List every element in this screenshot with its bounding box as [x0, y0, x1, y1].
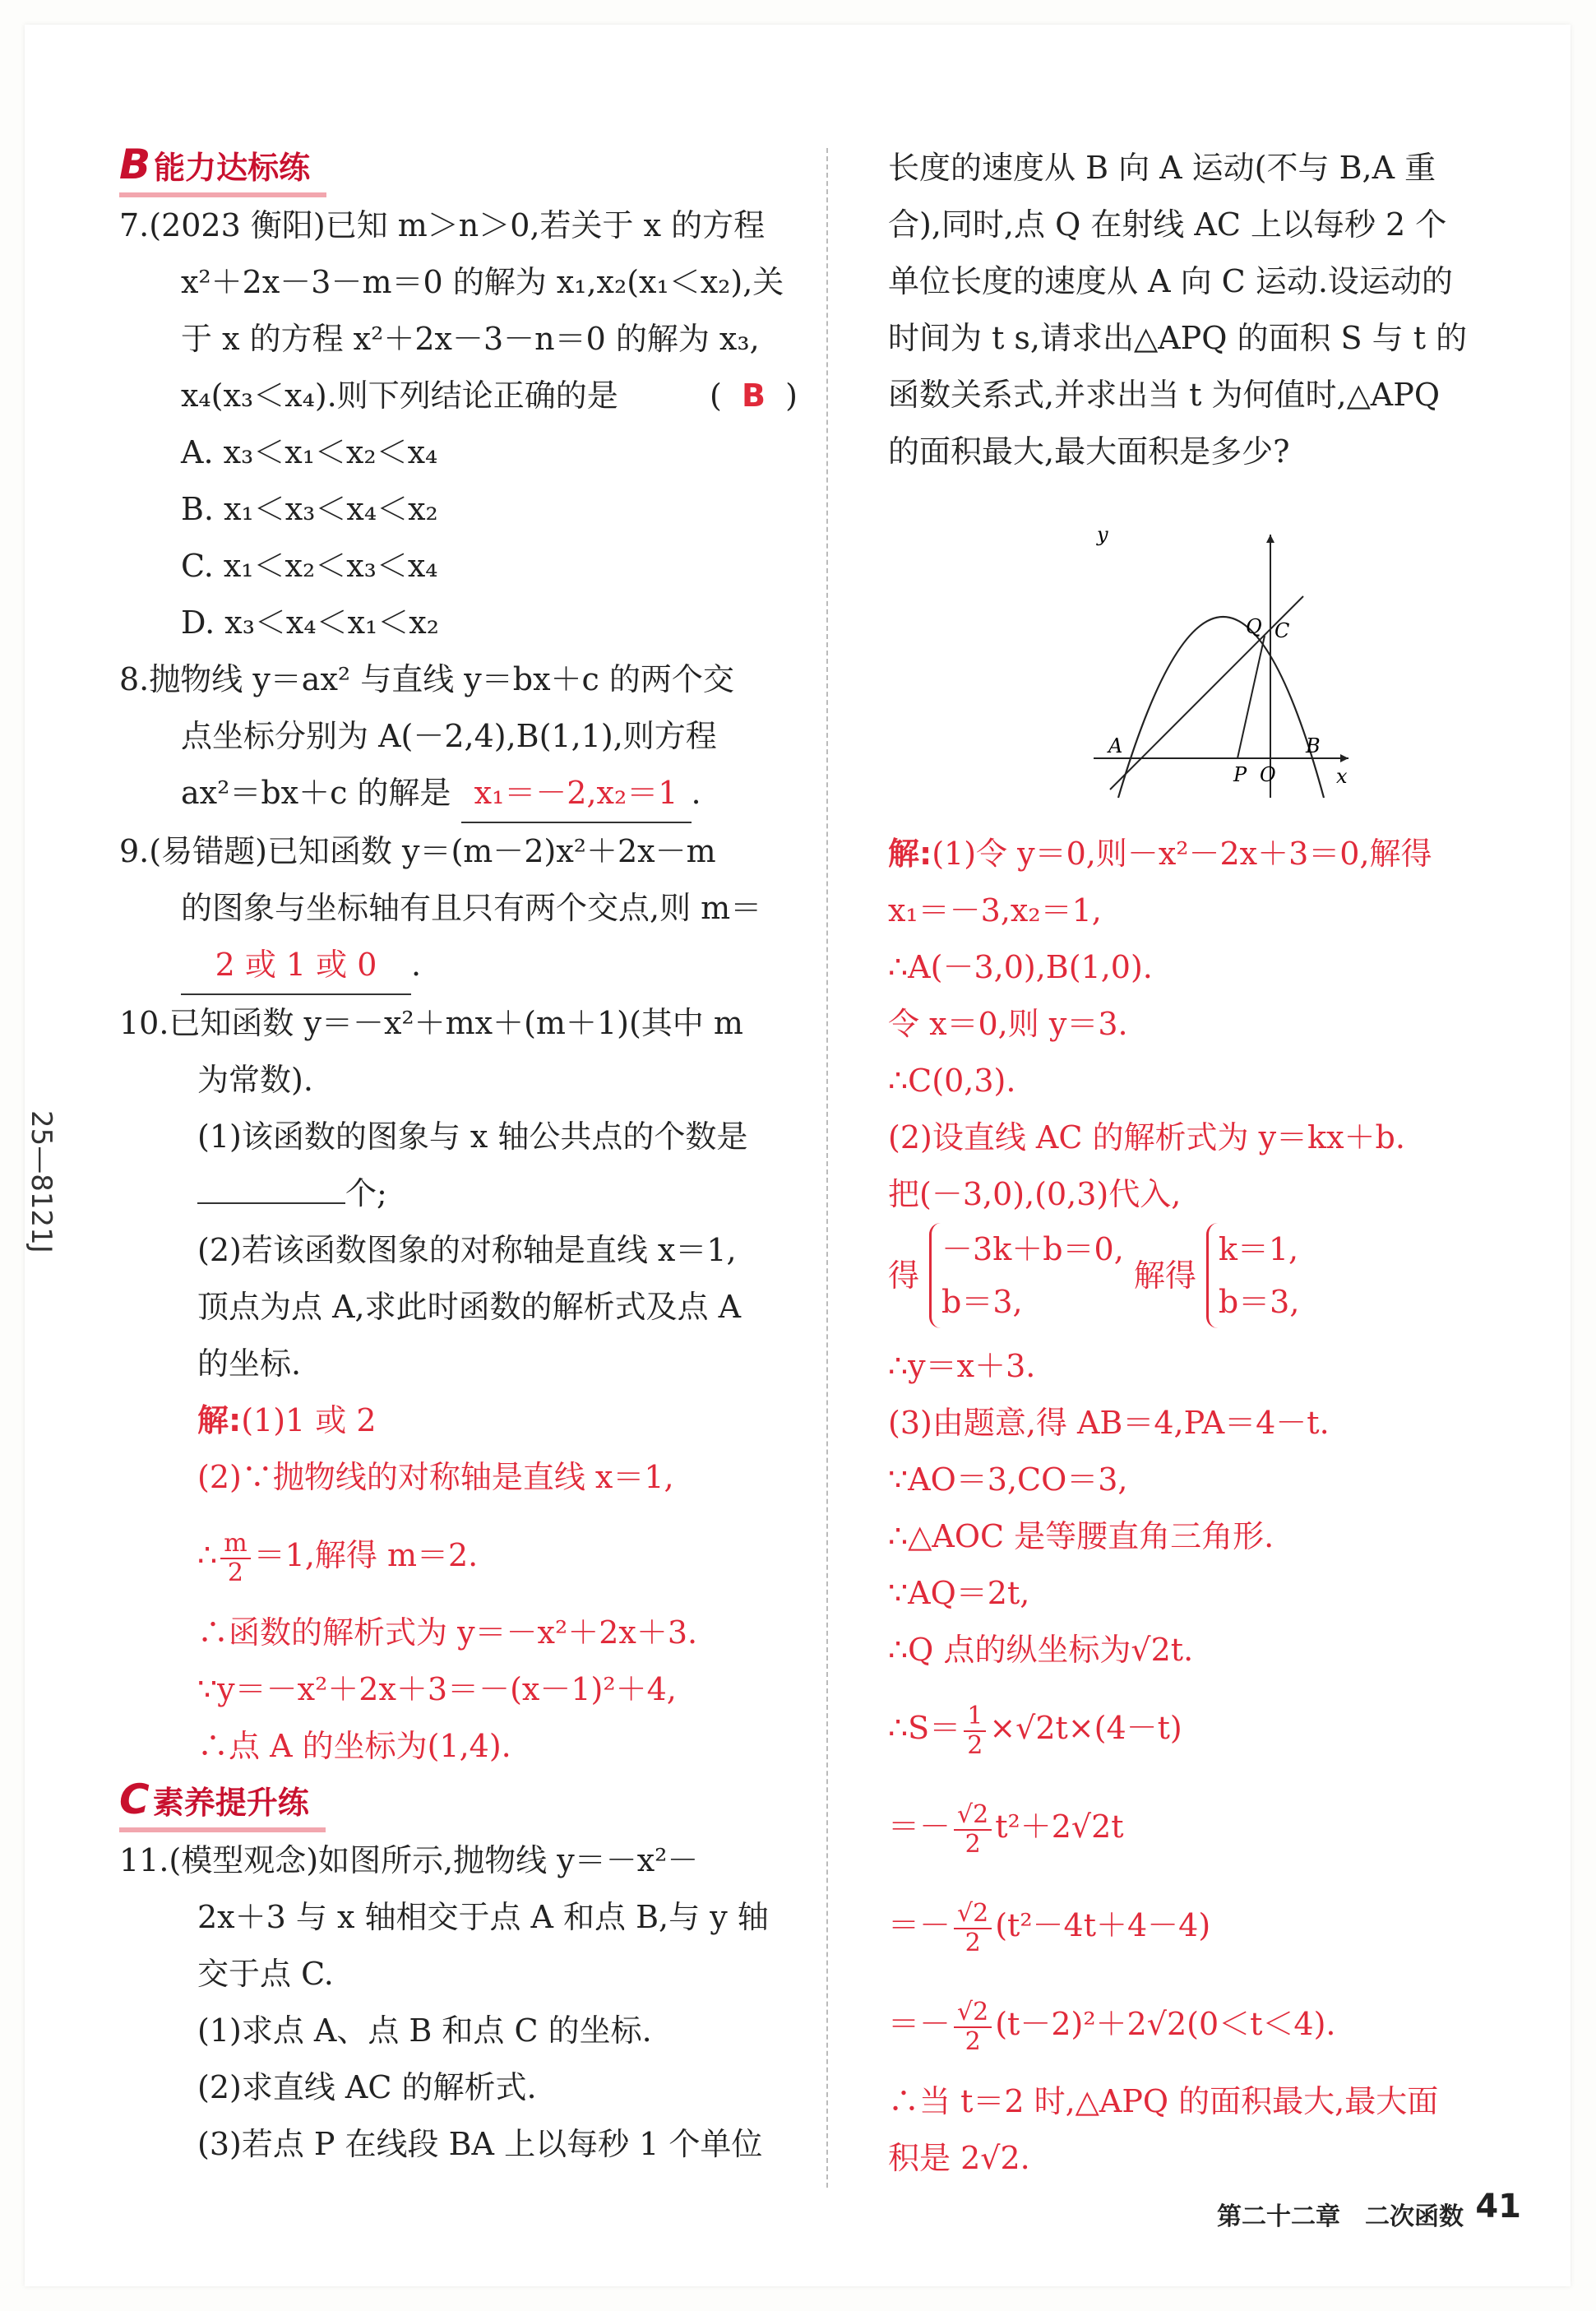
- q10-sol3-pre: ∴: [197, 1537, 218, 1573]
- q7-line-4-text: x₄(x₃＜x₄).则下列结论正确的是: [181, 377, 618, 414]
- q10-solution-1: [119, 1392, 806, 1449]
- q10-solution-6: ∴点 A 的坐标为(1,4).: [197, 1728, 511, 1764]
- q7-paren-open: (: [710, 377, 722, 414]
- q10-solution-2: (2)∵抛物线的对称轴是直线 x＝1,: [197, 1459, 674, 1495]
- section-b-badge: B: [119, 141, 151, 188]
- q11-cont-line-6: 的面积最大,最大面积是多少?: [888, 433, 1290, 470]
- q7-line-2: x²＋2x－3－m＝0 的解为 x₁,x₂(x₁＜x₂),关: [181, 264, 784, 300]
- q11-solution-20: 积是 2√2.: [888, 2140, 1030, 2176]
- question-8: [119, 651, 806, 823]
- q8-answer-blank: x₁＝－2,x₂＝1: [461, 765, 692, 823]
- q10-sol3-denominator: 2: [227, 1558, 243, 1587]
- label-c: C: [1274, 619, 1290, 642]
- system-2-eq-1: k＝1,: [1218, 1231, 1299, 1267]
- label-x: x: [1336, 765, 1348, 788]
- q10-sol3-post: ＝1,解得 m＝2.: [253, 1537, 479, 1573]
- workbook-page: [25, 25, 1571, 2286]
- q10-line-2: 为常数).: [197, 1062, 313, 1098]
- label-a: A: [1108, 734, 1123, 757]
- q11-line-5: (2)求直线 AC 的解析式.: [197, 2069, 537, 2105]
- question-11: [119, 1832, 806, 2173]
- q11-sol8-mid: 解得: [1133, 1257, 1196, 1294]
- q10-solution-4: ∴函数的解析式为 y＝－x²＋2x＋3.: [197, 1614, 698, 1651]
- q9-line-3: [119, 937, 806, 995]
- q8-line-3-text: ax²＝bx＋c 的解是: [181, 775, 451, 811]
- q11-cont-line-2: 合),同时,点 Q 在射线 AC 上以每秒 2 个: [888, 206, 1447, 243]
- q10-solution-5: ∵y＝－x²＋2x＋3＝－(x－1)²＋4,: [197, 1671, 677, 1707]
- s17-post: (t²－4t＋4－4): [995, 1907, 1211, 1943]
- s15-denominator: 2: [967, 1730, 983, 1760]
- segment-pq: [1237, 636, 1265, 758]
- label-o: O: [1260, 763, 1276, 786]
- q11-sol8-pre: 得: [888, 1257, 920, 1294]
- q10-line-6: 顶点为点 A,求此时函数的解析式及点 A: [197, 1289, 742, 1325]
- s15-numerator: 1: [964, 1702, 986, 1732]
- q7-paren-close: ): [785, 377, 798, 414]
- q11-solution-13: ∵AQ＝2t,: [888, 1575, 1030, 1611]
- q11-solution-1: [888, 826, 1529, 882]
- q10-sol3-fraction: [220, 1530, 250, 1587]
- q11-solution-8-system: [888, 1223, 1529, 1338]
- s18-denominator: 2: [965, 2026, 981, 2056]
- s15-pre: ∴S＝: [888, 1710, 961, 1746]
- system-2: [1206, 1223, 1300, 1328]
- q11-solution-11: ∵AO＝3,CO＝3,: [888, 1461, 1128, 1498]
- q8-line-3-post: .: [691, 775, 701, 811]
- q10-line-4: [119, 1165, 806, 1222]
- label-p: P: [1233, 763, 1247, 786]
- label-y: y: [1097, 526, 1108, 546]
- section-b-title: 能力达标练: [154, 150, 311, 186]
- right-column: [888, 140, 1529, 2187]
- system-1: [929, 1223, 1124, 1328]
- q9-post: .: [411, 947, 422, 983]
- s17-fraction: [954, 1900, 992, 1957]
- parabola-figure: [1085, 526, 1357, 806]
- question-9: [119, 823, 806, 995]
- s17-pre: ＝－: [888, 1907, 951, 1943]
- q11-solution-18: [888, 1975, 1529, 2073]
- q10-solution-3: [119, 1506, 806, 1605]
- q10-line-7: 的坐标.: [197, 1345, 302, 1382]
- s18-post: (t－2)²＋2√2(0＜t＜4).: [995, 2006, 1336, 2042]
- q11-solution-16: [888, 1777, 1529, 1876]
- q10-line-5: (2)若该函数图象的对称轴是直线 x＝1,: [197, 1232, 737, 1268]
- q7-option-b: B. x₁＜x₃＜x₄＜x₂: [181, 491, 438, 527]
- q8-line-2: 点坐标分别为 A(－2,4),B(1,1),则方程: [181, 718, 717, 754]
- q7-line-4: [119, 368, 806, 424]
- q8-line-1: 8.抛物线 y＝ax² 与直线 y＝bx＋c 的两个交: [119, 661, 734, 697]
- q11-solution-5: ∴C(0,3).: [888, 1063, 1016, 1099]
- q11-solution-17: [888, 1876, 1529, 1975]
- system-1-eq-1: －3k＋b＝0,: [941, 1231, 1124, 1267]
- s17-numerator: √2: [954, 1900, 992, 1929]
- q9-line-2: 的图象与坐标轴有且只有两个交点,则 m＝: [181, 890, 762, 926]
- system-1-eq-2: b＝3,: [941, 1284, 1023, 1320]
- q7-option-c: C. x₁＜x₂＜x₃＜x₄: [181, 548, 438, 584]
- q11-line-4: (1)求点 A、点 B 和点 C 的坐标.: [197, 2012, 652, 2049]
- s16-denominator: 2: [965, 1829, 981, 1859]
- footer-chapter: 第二十二章 二次函数: [1217, 2202, 1464, 2231]
- section-b-header: [119, 140, 326, 197]
- y-axis-arrow: [1266, 535, 1274, 543]
- q11-solution-3: ∴A(－3,0),B(1,0).: [888, 949, 1153, 985]
- question-7: [119, 197, 806, 651]
- label-b: B: [1306, 734, 1321, 757]
- q11-line-1: 11.(模型观念)如图所示,抛物线 y＝－x²－: [119, 1842, 699, 1878]
- s15-post: ×√2t×(4－t): [989, 1710, 1182, 1746]
- s16-fraction: [954, 1801, 992, 1859]
- s18-pre: ＝－: [888, 2006, 951, 2042]
- q11-sol-s1: (1)令 y＝0,则－x²－2x＋3＝0,解得: [932, 836, 1432, 872]
- q11-line-3: 交于点 C.: [197, 1956, 334, 1992]
- parabola-curve: [1118, 617, 1324, 798]
- q7-line-3: 于 x 的方程 x²＋2x－3－n＝0 的解为 x₃,: [181, 321, 760, 357]
- q11-solution-9: ∴y＝x＋3.: [888, 1348, 1036, 1384]
- q10-line-4-post: 个;: [345, 1175, 387, 1211]
- section-c-badge: C: [119, 1776, 150, 1823]
- s17-denominator: 2: [965, 1928, 981, 1957]
- footer-page-number: 41: [1475, 2188, 1521, 2225]
- q10-line-1: 10.已知函数 y＝－x²＋mx＋(m＋1)(其中 m: [119, 1005, 743, 1041]
- q11-solution-19: ∴当 t＝2 时,△APQ 的面积最大,最大面: [888, 2083, 1439, 2119]
- q11-solution-7: 把(－3,0),(0,3)代入,: [888, 1176, 1182, 1212]
- section-c-header: [119, 1775, 326, 1832]
- s18-numerator: √2: [954, 1998, 992, 2028]
- q7-answer: B: [742, 377, 766, 414]
- q11-solution-12: ∴△AOC 是等腰直角三角形.: [888, 1518, 1274, 1554]
- q11-line-6: (3)若点 P 在线段 BA 上以每秒 1 个单位: [197, 2126, 763, 2162]
- question-10: [119, 995, 806, 1775]
- q11-cont-line-3: 单位长度的速度从 A 向 C 运动.设运动的: [888, 263, 1453, 299]
- q11-cont-line-4: 时间为 t s,请求出△APQ 的面积 S 与 t 的: [888, 320, 1468, 356]
- s16-post: t²＋2√2t: [995, 1809, 1124, 1845]
- section-c-title: 素养提升练: [152, 1785, 309, 1821]
- left-column: [119, 140, 806, 2173]
- q10-sol3-numerator: m: [220, 1530, 250, 1559]
- s16-pre: ＝－: [888, 1809, 951, 1845]
- q10-count-blank: [197, 1202, 345, 1204]
- system-2-eq-2: b＝3,: [1218, 1284, 1300, 1320]
- q11-solution-15: [888, 1679, 1529, 1777]
- q7-option-d: D. x₃＜x₄＜x₁＜x₂: [181, 604, 439, 641]
- q11-cont-line-5: 函数关系式,并求出当 t 为何值时,△APQ: [888, 377, 1440, 413]
- q7-line-1: 7.(2023 衡阳)已知 m＞n＞0,若关于 x 的方程: [119, 207, 766, 243]
- q11-solution-10: (3)由题意,得 AB＝4,PA＝4－t.: [888, 1405, 1330, 1441]
- s18-fraction: [954, 1998, 992, 2056]
- q9-line-1: 9.(易错题)已知函数 y＝(m－2)x²＋2x－m: [119, 833, 716, 869]
- x-axis-arrow: [1340, 754, 1349, 762]
- q11-solution-2: x₁＝－3,x₂＝1,: [888, 892, 1102, 929]
- s15-fraction: [964, 1702, 986, 1760]
- q11-line-2: 2x＋3 与 x 轴相交于点 A 和点 B,与 y 轴: [197, 1899, 769, 1935]
- q10-line-3: (1)该函数的图象与 x 轴公共点的个数是: [197, 1118, 748, 1155]
- q11-cont-line-1: 长度的速度从 B 向 A 运动(不与 B,A 重: [888, 150, 1436, 186]
- q10-solution-label: 解:: [197, 1402, 242, 1438]
- q7-option-a: A. x₃＜x₁＜x₂＜x₄: [181, 434, 438, 470]
- q11-solution-14: ∴Q 点的纵坐标为√2t.: [888, 1632, 1194, 1668]
- q8-line-3: [119, 765, 806, 823]
- q11-solution-6: (2)设直线 AC 的解析式为 y＝kx＋b.: [888, 1119, 1405, 1156]
- q9-answer-blank: 2 或 1 或 0: [181, 937, 411, 995]
- q10-sol1-text: (1)1 或 2: [241, 1402, 377, 1438]
- q11-solution-4: 令 x＝0,则 y＝3.: [888, 1006, 1128, 1042]
- q7-answer-paren: [710, 368, 798, 424]
- label-q: Q: [1246, 615, 1262, 638]
- side-code: 25—8121J: [25, 1110, 58, 1253]
- column-divider: [826, 148, 828, 2188]
- s16-numerator: √2: [954, 1801, 992, 1831]
- q11-solution-label: 解:: [888, 836, 932, 872]
